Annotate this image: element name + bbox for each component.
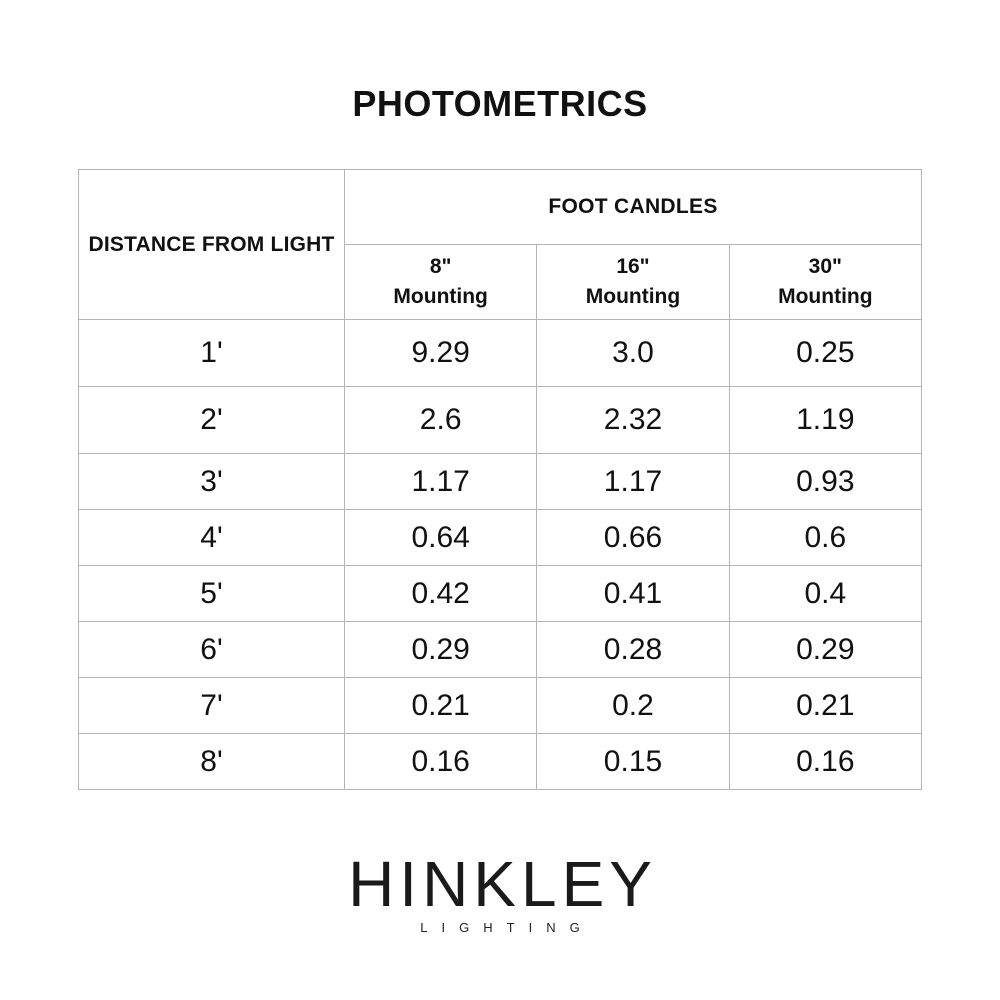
brand-logo [0, 848, 1000, 936]
page-title: PHOTOMETRICS [352, 83, 648, 124]
table-row [79, 566, 922, 622]
mounting-label: Mounting [393, 285, 488, 308]
value-cell: 0.21 [729, 678, 921, 734]
value-cell: 0.29 [345, 622, 537, 678]
distance-cell: 7' [79, 678, 345, 734]
logo-wordmark: HINKLEY [348, 848, 657, 920]
mounting-height: 8" [429, 255, 452, 278]
distance-cell: 8' [79, 734, 345, 790]
value-cell: 1.17 [345, 454, 537, 510]
value-cell: 0.42 [345, 566, 537, 622]
distance-cell: 3' [79, 454, 345, 510]
mounting-header-30 [729, 245, 921, 320]
distance-cell: 5' [79, 566, 345, 622]
header-row-1 [79, 170, 922, 245]
distance-cell: 4' [79, 510, 345, 566]
value-cell: 0.15 [537, 734, 729, 790]
table-row [79, 320, 922, 387]
value-cell: 2.32 [537, 387, 729, 454]
distance-header: DISTANCE FROM LIGHT [79, 170, 345, 320]
table-row [79, 622, 922, 678]
value-cell: 0.2 [537, 678, 729, 734]
mounting-header-16 [537, 245, 729, 320]
value-cell: 0.29 [729, 622, 921, 678]
value-cell: 0.41 [537, 566, 729, 622]
mounting-label: Mounting [778, 285, 873, 308]
value-cell: 0.93 [729, 454, 921, 510]
value-cell: 9.29 [345, 320, 537, 387]
value-cell: 3.0 [537, 320, 729, 387]
table-row [79, 678, 922, 734]
distance-cell: 6' [79, 622, 345, 678]
value-cell: 0.25 [729, 320, 921, 387]
value-cell: 1.17 [537, 454, 729, 510]
table-row [79, 387, 922, 454]
table-row [79, 734, 922, 790]
value-cell: 0.28 [537, 622, 729, 678]
photometrics-table [78, 169, 922, 790]
table-row [79, 510, 922, 566]
mounting-height: 30" [808, 255, 842, 278]
logo-tagline: LIGHTING [420, 920, 594, 935]
value-cell: 0.16 [345, 734, 537, 790]
distance-cell: 2' [79, 387, 345, 454]
value-cell: 0.4 [729, 566, 921, 622]
value-cell: 0.66 [537, 510, 729, 566]
value-cell: 0.16 [729, 734, 921, 790]
value-cell: 0.6 [729, 510, 921, 566]
mounting-label: Mounting [585, 285, 681, 308]
value-cell: 2.6 [345, 387, 537, 454]
distance-cell: 1' [79, 320, 345, 387]
mounting-header-8 [345, 245, 537, 320]
value-cell: 0.21 [345, 678, 537, 734]
value-cell: 0.64 [345, 510, 537, 566]
table-row [79, 454, 922, 510]
mounting-height: 16" [616, 255, 650, 278]
foot-candles-header: FOOT CANDLES [345, 170, 922, 245]
value-cell: 1.19 [729, 387, 921, 454]
